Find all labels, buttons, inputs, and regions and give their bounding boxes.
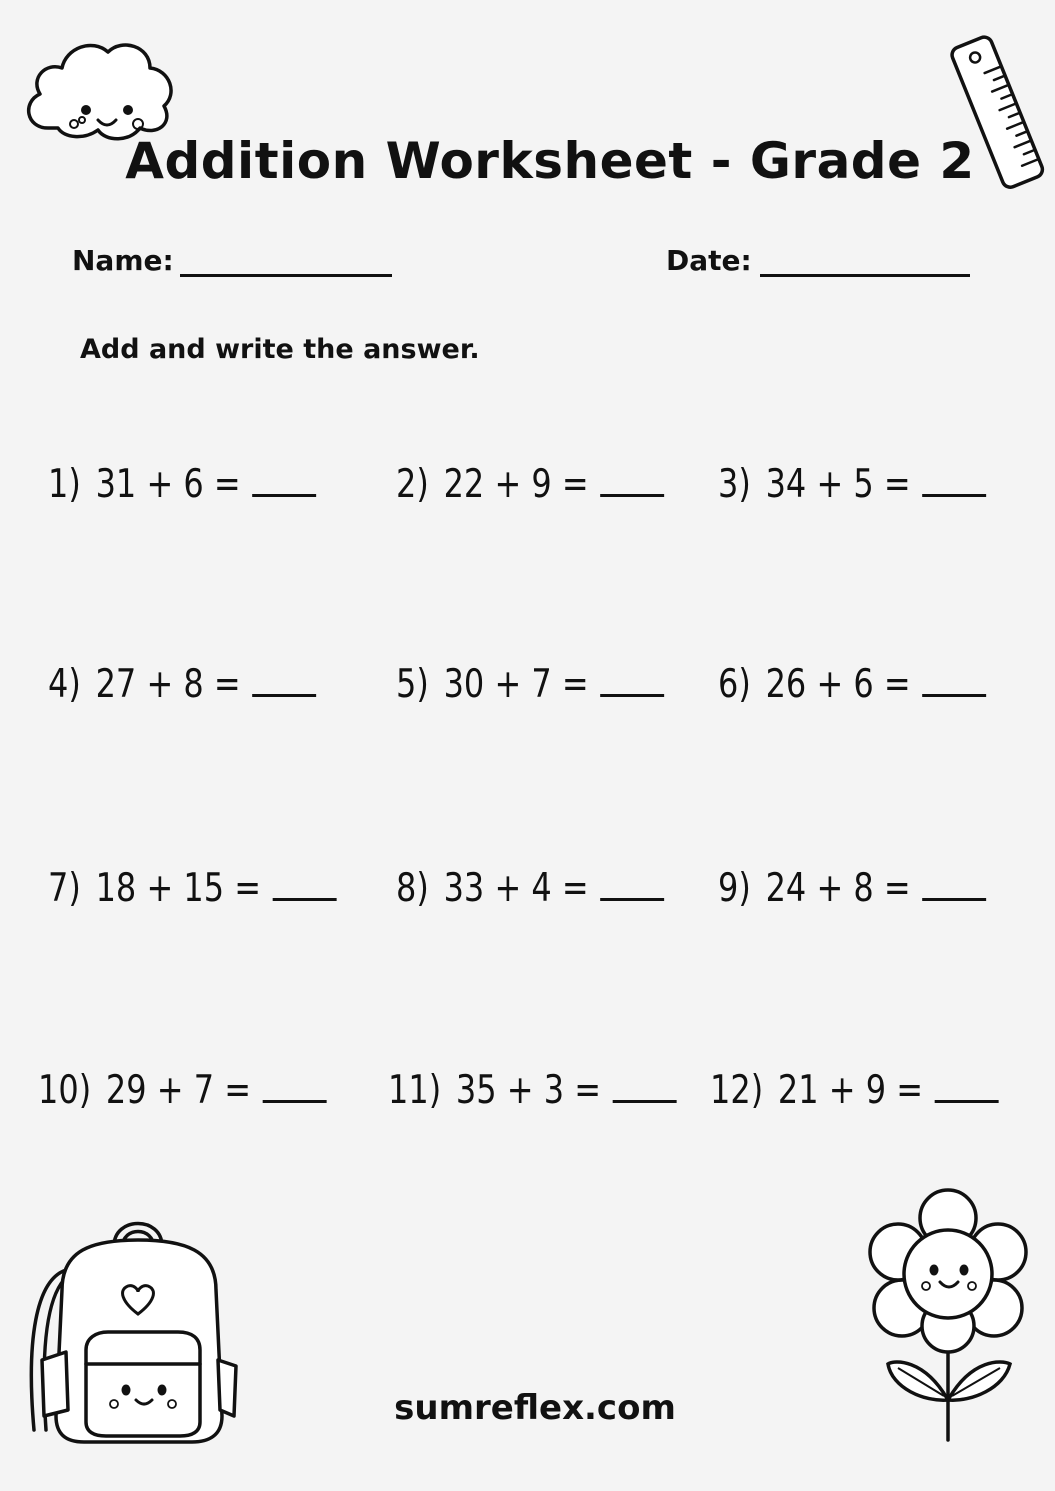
problem-8 (396, 866, 664, 911)
problem-expression: 24 + 8 = (765, 866, 911, 911)
problem-expression: 29 + 7 = (105, 1068, 252, 1113)
problem-4 (48, 662, 316, 707)
problem-10 (38, 1068, 327, 1113)
answer-blank[interactable] (252, 494, 316, 497)
problem-number: 1) (48, 462, 81, 507)
problem-expression: 30 + 7 = (443, 662, 589, 707)
problem-7 (48, 866, 337, 911)
problem-expression: 34 + 5 = (765, 462, 911, 507)
answer-blank[interactable] (922, 898, 986, 901)
problem-number: 12) (710, 1068, 764, 1113)
problem-expression: 33 + 4 = (443, 866, 589, 911)
problem-number: 4) (48, 662, 81, 707)
problem-6 (718, 662, 986, 707)
answer-blank[interactable] (263, 1100, 327, 1103)
problem-expression: 22 + 9 = (443, 462, 589, 507)
answer-blank[interactable] (600, 694, 664, 697)
instructions-text: Add and write the answer. (80, 334, 480, 365)
problem-1 (48, 462, 316, 507)
answer-blank[interactable] (600, 494, 664, 497)
problem-number: 3) (718, 462, 751, 507)
name-label: Name: (72, 244, 174, 277)
problem-5 (396, 662, 664, 707)
problem-number: 11) (388, 1068, 442, 1113)
footer-website: sumreflex.com (394, 1388, 676, 1428)
cloud-icon (18, 28, 178, 148)
problem-number: 2) (396, 462, 429, 507)
problem-number: 10) (38, 1068, 92, 1113)
date-label: Date: (666, 244, 752, 277)
answer-blank[interactable] (922, 694, 986, 697)
answer-blank[interactable] (922, 494, 986, 497)
problem-9 (718, 866, 986, 911)
answer-blank[interactable] (252, 694, 316, 697)
page-title: Addition Worksheet - Grade 2 (125, 132, 975, 190)
problem-3 (718, 462, 986, 507)
answer-blank[interactable] (935, 1100, 999, 1103)
problem-11 (388, 1068, 677, 1113)
problem-expression: 21 + 9 = (777, 1068, 924, 1113)
problem-12 (710, 1068, 999, 1113)
problem-expression: 27 + 8 = (95, 662, 241, 707)
problem-expression: 35 + 3 = (455, 1068, 602, 1113)
problem-number: 8) (396, 866, 429, 911)
problem-number: 6) (718, 662, 751, 707)
problem-expression: 26 + 6 = (765, 662, 911, 707)
answer-blank[interactable] (273, 898, 337, 901)
problem-number: 9) (718, 866, 751, 911)
problem-2 (396, 462, 664, 507)
problem-expression: 18 + 15 = (95, 866, 262, 911)
problem-number: 5) (396, 662, 429, 707)
problem-expression: 31 + 6 = (95, 462, 241, 507)
answer-blank[interactable] (600, 898, 664, 901)
name-field[interactable] (180, 274, 392, 277)
date-field[interactable] (760, 274, 970, 277)
answer-blank[interactable] (613, 1100, 677, 1103)
problem-number: 7) (48, 866, 81, 911)
